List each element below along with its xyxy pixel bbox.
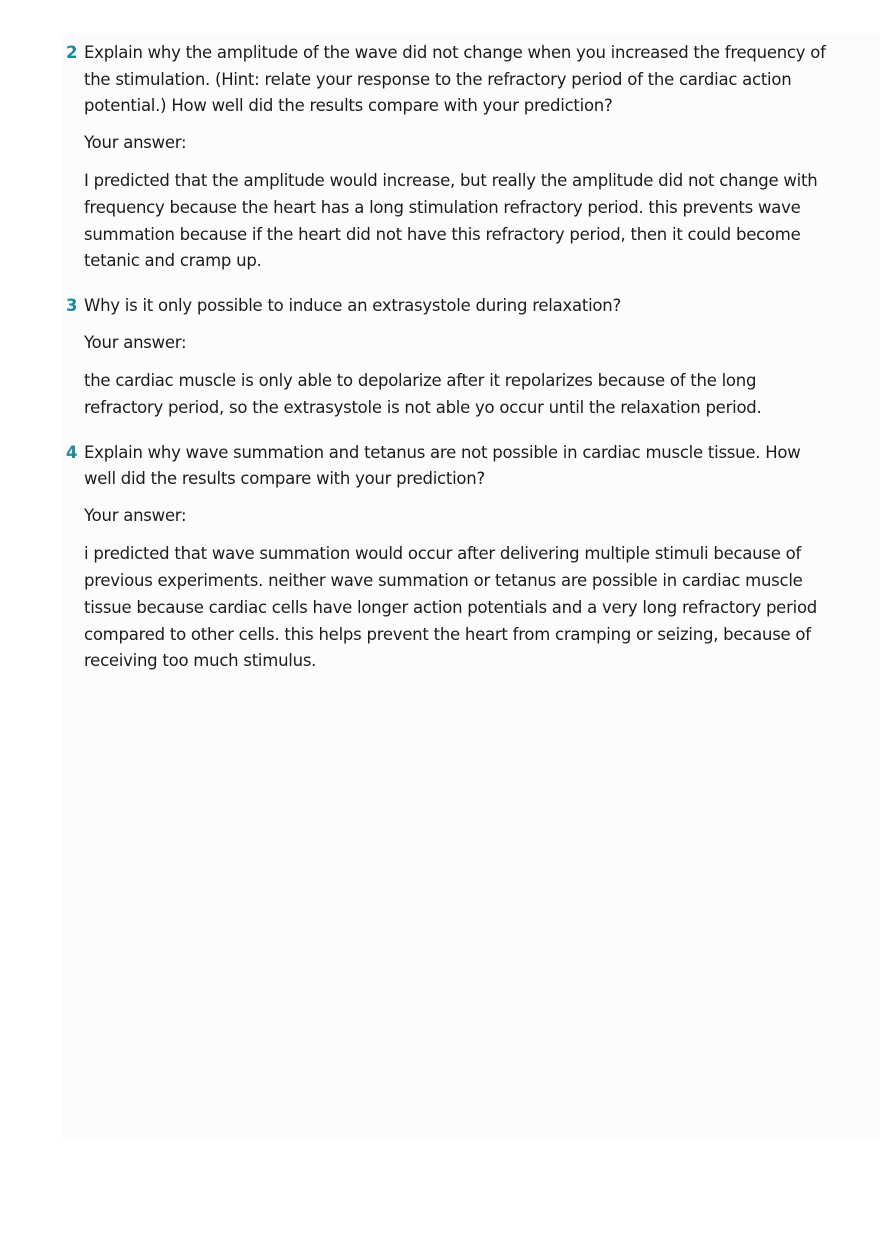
question-3 xyxy=(0,293,880,422)
answer-text: the cardiac muscle is only able to depolarize after it repolarizes because of the long refractory period, so the extrasystole is not able yo occur until the relaxation period. xyxy=(84,371,762,417)
question-text: Why is it only possible to induce an extrasystole during relaxation? xyxy=(84,296,621,316)
question-number: 4 xyxy=(66,442,78,462)
answer-label: Your answer: xyxy=(84,132,187,152)
answer-text: i predicted that wave summation would occur after delivering multiple stimuli because of previous experiments. neither wave summation or tetanus are possible in cardiac muscle tissue because cardiac cells have longer action potentials and a very long refractory period compared to other cells. this helps prevent the heart from cramping or seizing, because of receiving too much stimulus. xyxy=(84,544,818,671)
question-2 xyxy=(0,40,880,275)
question-number: 2 xyxy=(66,43,78,62)
question-text: Explain why wave summation and tetanus are not possible in cardiac muscle tissue. How well did the results compare with your prediction? xyxy=(84,442,801,489)
answer-label: Your answer: xyxy=(84,505,187,525)
answer-label: Your answer: xyxy=(84,332,187,352)
question-4 xyxy=(0,440,880,675)
question-text: Explain why the amplitude of the wave did not change when you increased the frequency of the stimulation. (Hint: relate your response to the refractory period of the cardiac action potential.) How well did the results compare with your prediction? xyxy=(84,43,826,115)
question-number: 3 xyxy=(66,296,78,316)
worksheet-content xyxy=(0,40,880,693)
answer-text: I predicted that the amplitude would increase, but really the amplitude did not change with frequency because the heart has a long stimulation refractory period. this prevents wave summation because if the heart did not have this refractory period, then it could become tetanic and cramp up. xyxy=(84,171,818,271)
